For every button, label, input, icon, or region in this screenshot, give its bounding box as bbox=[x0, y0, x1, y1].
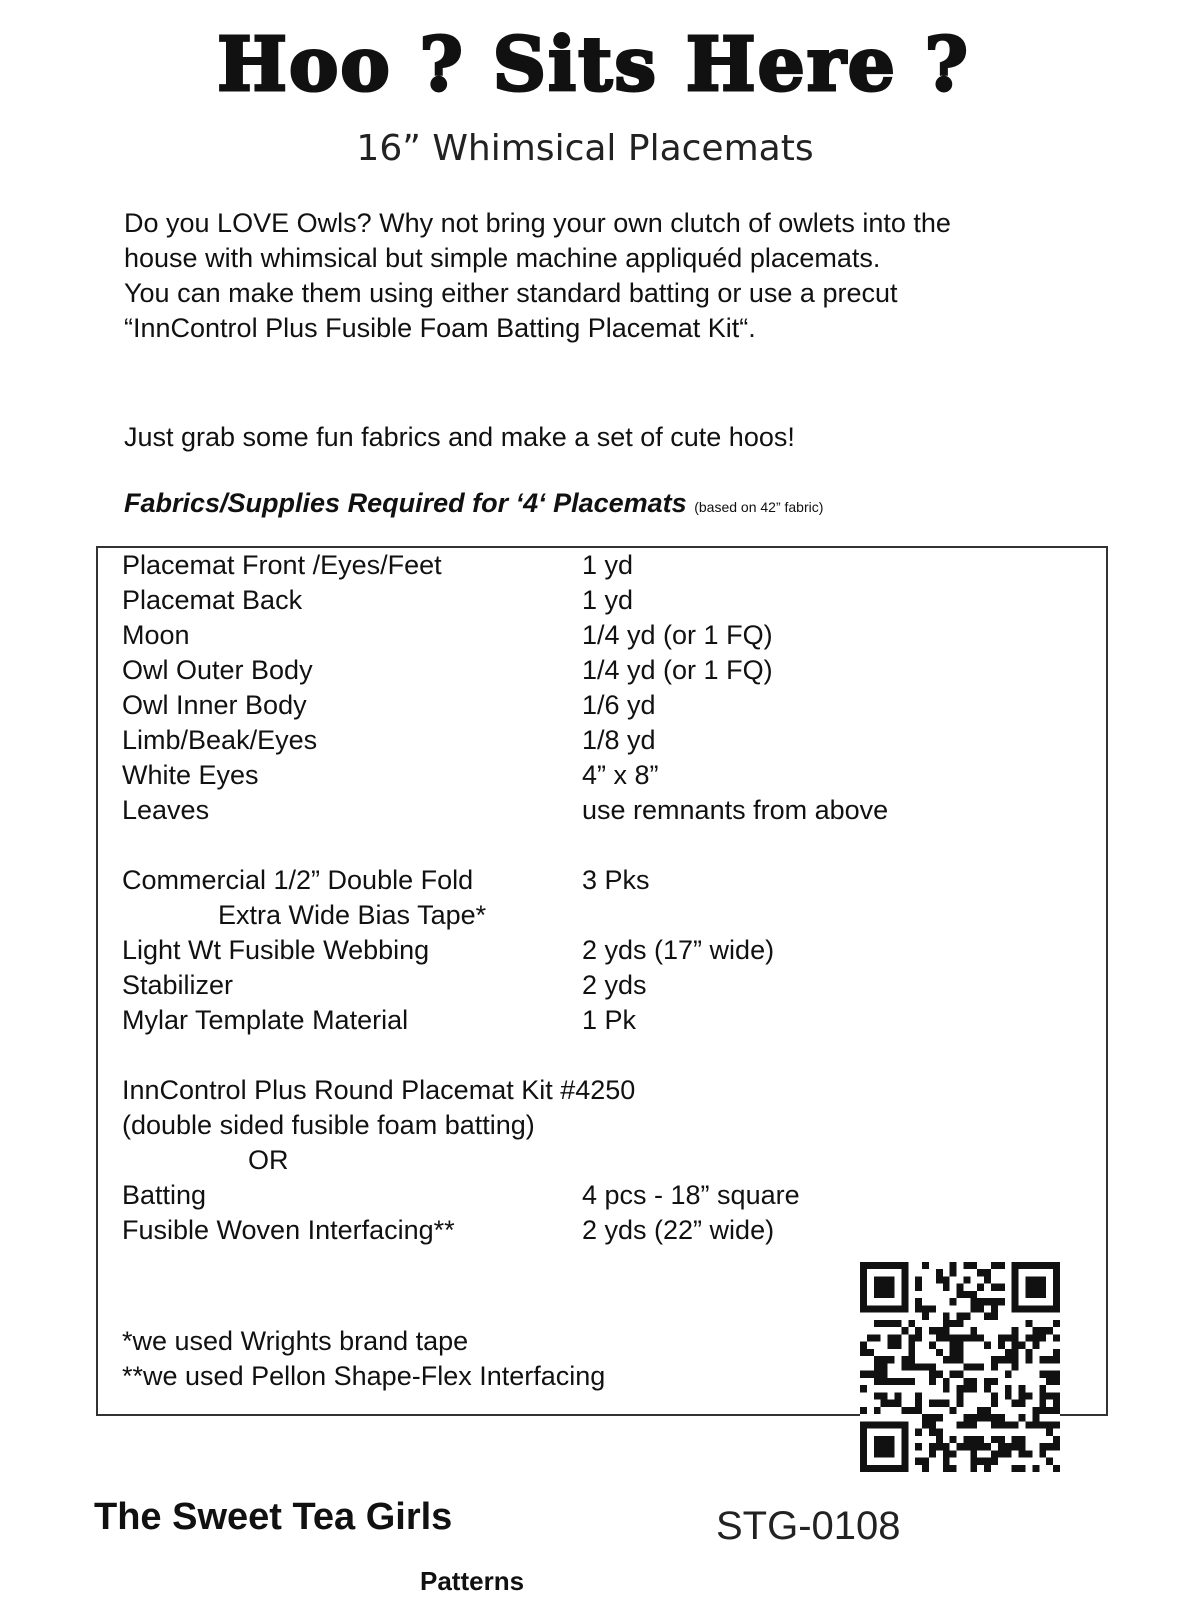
notion-qty: 3 Pks bbox=[582, 865, 650, 895]
spacer bbox=[122, 828, 1082, 863]
supply-qty: 1/4 yd (or 1 FQ) bbox=[582, 620, 773, 650]
list-item bbox=[122, 723, 1082, 758]
intro-paragraph bbox=[124, 206, 1084, 346]
kit-line bbox=[122, 1073, 1082, 1108]
kit-line-text: InnControl Plus Round Placemat Kit #4250 bbox=[122, 1075, 636, 1105]
list-item bbox=[122, 933, 1082, 968]
page-title: Hoo ? Sits Here ? bbox=[217, 22, 970, 108]
notion-item: Mylar Template Material bbox=[122, 1005, 409, 1035]
spacer bbox=[122, 1038, 1082, 1073]
batting-qty: 4 pcs - 18” square bbox=[582, 1180, 800, 1210]
supply-item: Owl Inner Body bbox=[122, 690, 307, 720]
brand-name: The Sweet Tea Girls bbox=[94, 1496, 453, 1538]
notion-item: Stabilizer bbox=[122, 970, 234, 1000]
subtitle: 16” Whimsical Placemats bbox=[356, 128, 814, 169]
patterns-label: Patterns bbox=[420, 1566, 525, 1596]
or-label: OR bbox=[248, 1145, 289, 1175]
intro-line: house with whimsical but simple machine appliquéd placemats. bbox=[124, 243, 881, 273]
supplies-list bbox=[122, 548, 1082, 1248]
list-item bbox=[122, 583, 1082, 618]
notion-item: Light Wt Fusible Webbing bbox=[122, 935, 430, 965]
supply-item: Limb/Beak/Eyes bbox=[122, 725, 318, 755]
supply-item: Placemat Front /Eyes/Feet bbox=[122, 550, 442, 580]
supply-item: White Eyes bbox=[122, 760, 259, 790]
supply-qty: 1/8 yd bbox=[582, 725, 656, 755]
supply-item: Placemat Back bbox=[122, 585, 303, 615]
intro-line: You can make them using either standard batting or use a precut bbox=[124, 278, 898, 308]
footnote: **we used Pellon Shape-Flex Interfacing bbox=[122, 1361, 606, 1391]
list-item bbox=[122, 863, 1082, 898]
list-item bbox=[122, 1213, 1082, 1248]
fabrics-heading-text: Fabrics/Supplies Required for ‘4‘ Placemats bbox=[124, 488, 687, 518]
list-item bbox=[122, 548, 1082, 583]
notion-qty: 2 yds bbox=[582, 970, 647, 1000]
list-item bbox=[122, 1178, 1082, 1213]
list-item bbox=[122, 618, 1082, 653]
list-item bbox=[122, 1003, 1082, 1038]
supply-item: Moon bbox=[122, 620, 190, 650]
list-item bbox=[122, 968, 1082, 1003]
intro-line: “InnControl Plus Fusible Foam Batting Placemat Kit“. bbox=[124, 313, 756, 343]
kit-line-text: (double sided fusible foam batting) bbox=[122, 1110, 535, 1140]
supply-qty: 1 yd bbox=[582, 550, 634, 580]
fabrics-note: (based on 42” fabric) bbox=[694, 499, 824, 515]
supply-qty: 4” x 8” bbox=[582, 760, 659, 790]
notion-qty: 2 yds (17” wide) bbox=[582, 935, 775, 965]
list-item bbox=[122, 653, 1082, 688]
supply-item: Owl Outer Body bbox=[122, 655, 313, 685]
batting-item: Batting bbox=[122, 1180, 207, 1210]
batting-qty: 2 yds (22” wide) bbox=[582, 1215, 775, 1245]
supply-qty: 1 yd bbox=[582, 585, 634, 615]
notion-qty bbox=[678, 898, 1082, 933]
list-item bbox=[122, 688, 1082, 723]
supply-qty: 1/4 yd (or 1 FQ) bbox=[582, 655, 773, 685]
notion-qty: 1 Pk bbox=[582, 1005, 637, 1035]
list-item bbox=[122, 793, 1082, 828]
list-item bbox=[122, 758, 1082, 793]
supply-qty: use remnants from above bbox=[582, 795, 889, 825]
supply-qty: 1/6 yd bbox=[582, 690, 656, 720]
grab-line: Just grab some fun fabrics and make a set of cute hoos! bbox=[124, 422, 795, 452]
batting-item: Fusible Woven Interfacing** bbox=[122, 1215, 455, 1245]
footnote: *we used Wrights brand tape bbox=[122, 1326, 469, 1356]
notion-item: Commercial 1/2” Double Fold bbox=[122, 865, 474, 895]
kit-line bbox=[122, 1108, 1082, 1143]
or-line bbox=[122, 1143, 1082, 1178]
intro-line: Do you LOVE Owls? Why not bring your own clutch of owlets into the bbox=[124, 208, 951, 238]
qr-code-icon bbox=[860, 1262, 1060, 1472]
footnotes bbox=[122, 1324, 605, 1394]
supply-item: Leaves bbox=[122, 795, 210, 825]
list-item bbox=[122, 898, 1082, 933]
notion-item: Extra Wide Bias Tape* bbox=[218, 900, 487, 930]
pattern-code: STG-0108 bbox=[716, 1504, 901, 1548]
fabrics-heading bbox=[124, 488, 823, 519]
